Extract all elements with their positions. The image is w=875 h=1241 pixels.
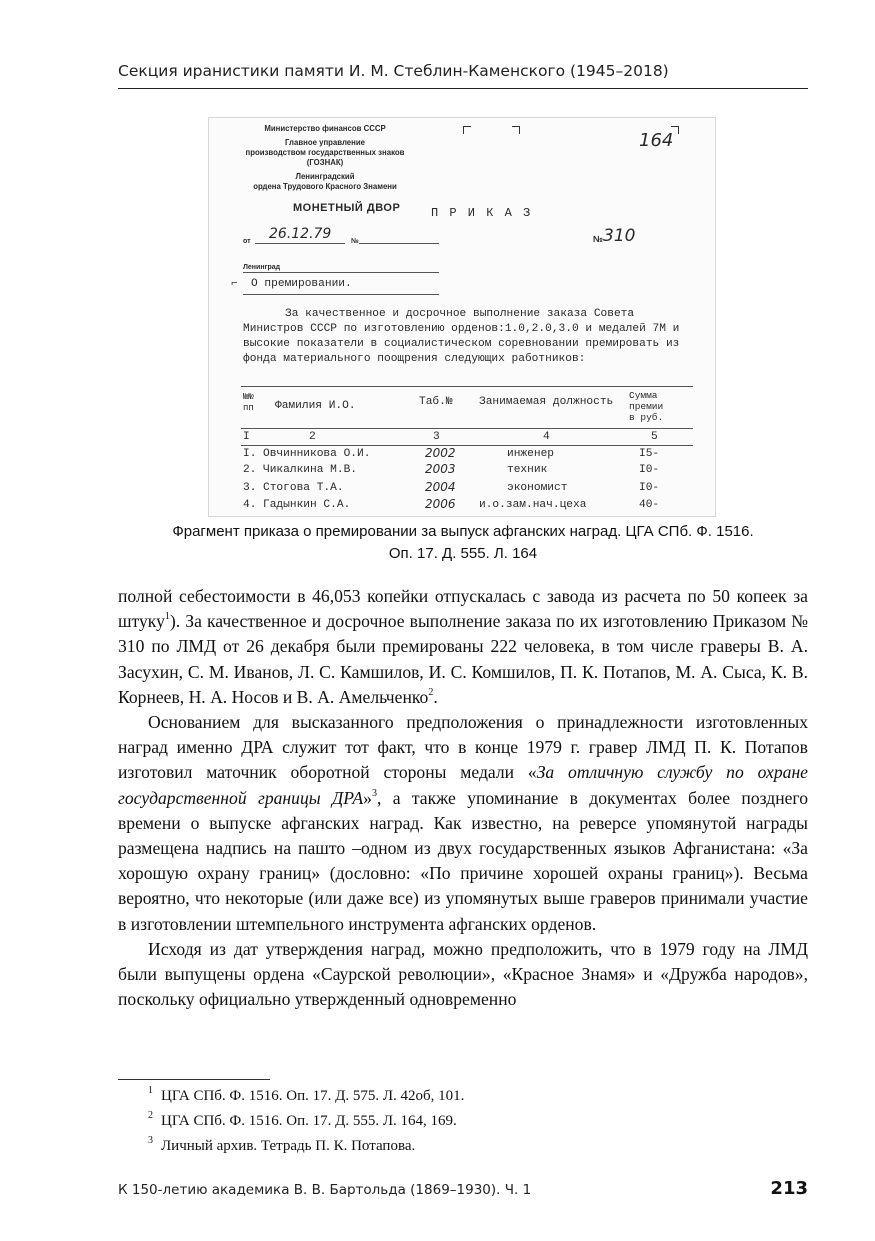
- org-line: ордена Трудового Красного Знамени: [253, 182, 397, 191]
- row-position: техник: [507, 464, 548, 476]
- paragraph-text: ). За качественное и досрочное выполнение заказа по их изготовлению Приказом № 310 по ЛМД от 26 декабря были премированы 222 человека, в том числе граверы В. А. Засухин, С. М. Иванов, Л. С. Камшилов, И. С. Комшилов, П. К. Потапов, М. А. Сыса, К. В. Корнеев, Н. А. Носов и В. А. Амельченко: [118, 611, 808, 707]
- row-num: 3.: [243, 482, 257, 494]
- paragraph-text: , а также упоминание в документах более позднего времени о выпуске афганских наград. Как известно, на реверсе упомянутой награды размещена надпись на пашто –одном из двух государственных языков Афганистана: «За хорошую охрану границ» (дословно: «По причине хорошей охраны границ»). Весьма вероятно, что некоторые (или даже все) из упомянутых выше граверов принимали участие в изготовлении штемпельного инструмента афганских орденов.: [118, 787, 808, 934]
- city-line: [243, 272, 439, 273]
- body-text: [118, 584, 808, 1012]
- footnote-number: 1: [148, 1085, 153, 1096]
- row-sum: I0-: [639, 482, 660, 494]
- row-tab: 2006: [425, 497, 456, 511]
- number-line: [359, 243, 439, 244]
- city: Ленинград: [243, 264, 281, 271]
- page-number: 213: [770, 1178, 808, 1199]
- corner-mark: [512, 126, 520, 134]
- org-line: Министерство финансов СССР: [264, 124, 386, 133]
- footnote-ref[interactable]: 2: [428, 686, 434, 698]
- order-number: 310: [603, 226, 636, 246]
- caption-line: Оп. 17. Д. 555. Л. 164: [388, 545, 538, 562]
- paragraph: Исходя из дат утверждения наград, можно предположить, что в 1979 году на ЛМД были выпущены ордена «Саурской революции», «Красное Знамя» и «Дружба народов», поскольку официально утвержденный одновременно: [118, 938, 808, 1010]
- footnote: [148, 1084, 808, 1109]
- row-tab: 2002: [425, 446, 456, 460]
- medal-title: За отличную службу по охране государственной границы ДРА: [118, 762, 808, 808]
- footnote: [148, 1134, 808, 1159]
- table-subheader-rule: [241, 445, 693, 446]
- col-number: 3: [433, 431, 440, 443]
- running-foot: К 150-летию академика В. В. Бартольда (1869–1930). Ч. 1: [118, 1182, 532, 1198]
- row-num: 2.: [243, 464, 257, 476]
- row-name: Гадынкин С.А.: [263, 499, 351, 511]
- sheet-number: 164: [639, 130, 674, 151]
- caption-line: Фрагмент приказа о премировании за выпуск афганских наград. ЦГА СПб. Ф. 1516.: [172, 523, 754, 540]
- col-header-position: Занимаемая должность: [479, 396, 614, 408]
- col-header-sum: в руб.: [629, 412, 664, 423]
- table-top-rule: [241, 386, 693, 387]
- table-header-rule: [241, 428, 693, 429]
- footnote-number: 2: [148, 1110, 153, 1121]
- archival-document-scan: [208, 117, 716, 517]
- order-date: 26.12.79: [269, 226, 332, 242]
- footnote-text: Личный архив. Тетрадь П. К. Потапова.: [161, 1138, 416, 1154]
- row-position: инженер: [507, 448, 554, 460]
- col-number: 5: [651, 431, 658, 443]
- footnotes: [148, 1084, 808, 1159]
- footnote-rule: [118, 1079, 270, 1080]
- paragraph-text: »: [363, 787, 372, 808]
- col-number: 2: [309, 431, 316, 443]
- bracket-mark: ⌐: [231, 278, 238, 290]
- row-position: экономист: [507, 482, 568, 494]
- header-rule: [118, 88, 808, 89]
- row-num: 4.: [243, 499, 257, 511]
- row-sum: I5-: [639, 448, 660, 460]
- org-line: производством государственных знаков: [245, 148, 405, 157]
- col-number: I: [243, 431, 250, 443]
- subject-line: [243, 294, 439, 295]
- footnote-ref[interactable]: 1: [164, 611, 170, 623]
- col-header-sum: премии: [629, 401, 664, 412]
- date-line: [255, 243, 345, 244]
- row-name: Стогова Т.А.: [263, 482, 344, 494]
- order-body-line: За качественное и досрочное выполнение заказа Совета: [285, 308, 635, 320]
- order-body-line: Министров СССР по изготовлению орденов:1.0,2.0,3.0 и медалей 7М и: [243, 323, 680, 335]
- paragraph-text: Основанием для высказанного предположения о принадлежности изготовленных наград именно ДРА служит тот факт, что в конце 1979 г. гравер ЛМД П. К. Потапов изготовил маточник оборотной стороны медали «: [118, 712, 808, 783]
- row-num: I.: [243, 448, 257, 460]
- number-prefix: №: [351, 238, 359, 245]
- col-header-tab: Таб.№: [419, 396, 453, 408]
- row-name: Чикалкина М.В.: [263, 464, 357, 476]
- paragraph: [118, 710, 808, 937]
- paragraph-text: полной себестоимости в 46,053 копейки отпускалась с завода из расчета по 50 копеек за штуку: [118, 586, 808, 632]
- date-prefix: от: [243, 238, 251, 245]
- paragraph: [118, 584, 808, 710]
- footnote-ref[interactable]: 3: [371, 787, 377, 799]
- order-subject: О премировании.: [251, 278, 352, 290]
- col-header-num: №№: [243, 392, 254, 402]
- row-name: Овчинникова О.И.: [263, 448, 371, 460]
- paragraph-text: .: [433, 686, 438, 707]
- footnote-text: ЦГА СПб. Ф. 1516. Оп. 17. Д. 555. Л. 164, 169.: [161, 1113, 457, 1129]
- col-header-num: пп: [243, 403, 254, 413]
- col-header-sum: Сумма: [629, 390, 658, 401]
- row-sum: I0-: [639, 464, 660, 476]
- order-body-line: высокие показатели в социалистическом соревновании премировать из: [243, 338, 680, 350]
- footnote-text: ЦГА СПб. Ф. 1516. Оп. 17. Д. 575. Л. 42об, 101.: [161, 1088, 465, 1104]
- row-tab: 2003: [425, 462, 456, 476]
- org-line: (ГОЗНАК): [306, 158, 344, 167]
- row-sum: 40-: [639, 499, 660, 511]
- order-title: П Р И К А З: [431, 206, 533, 220]
- footnote: [148, 1109, 808, 1134]
- row-position: и.о.зам.нач.цеха: [479, 499, 587, 511]
- org-line: Ленинградский: [295, 172, 355, 181]
- row-tab: 2004: [425, 480, 456, 494]
- col-header-name: Фамилия И.О.: [275, 400, 356, 412]
- order-number-prefix: №: [593, 234, 604, 244]
- corner-mark: [463, 126, 471, 134]
- col-number: 4: [543, 431, 550, 443]
- running-head: Секция иранистики памяти И. М. Стеблин-Каменского (1945–2018): [118, 62, 669, 80]
- org-line: Главное управление: [285, 138, 365, 147]
- mint-name: МОНЕТНЫЙ ДВОР: [293, 202, 401, 214]
- footnote-number: 3: [148, 1135, 153, 1146]
- order-body-line: фонда материального поощрения следующих работников:: [243, 353, 586, 365]
- figure-caption: [118, 521, 808, 565]
